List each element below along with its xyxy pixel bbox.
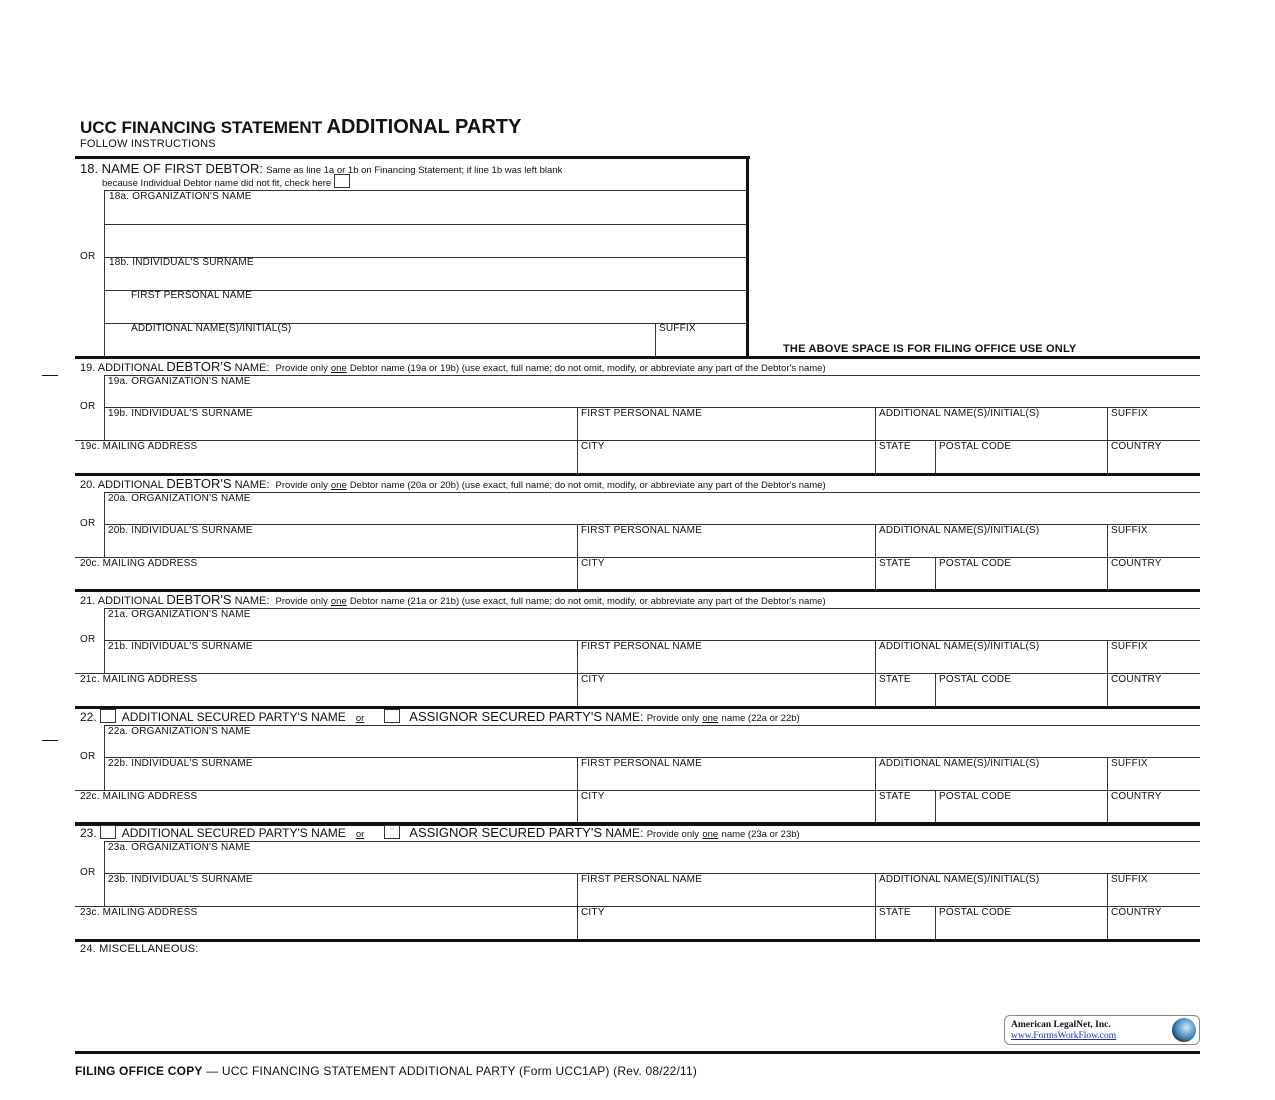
s21-or: OR [80, 634, 96, 645]
s23-city-label: CITY [581, 907, 605, 918]
filing-office-note: THE ABOVE SPACE IS FOR FILING OFFICE USE ONLY [783, 343, 1077, 355]
additional-secured-party-checkbox[interactable] [100, 709, 116, 723]
t: NAME: [605, 826, 644, 840]
logo-name: American LegalNet, Inc. [1011, 1020, 1111, 1030]
s20-org-label: 20a. ORGANIZATION'S NAME [108, 493, 251, 504]
s21-first-name-field[interactable] [579, 652, 873, 672]
s24-misc-field[interactable] [80, 958, 980, 1008]
s22-first-name-field[interactable] [579, 769, 873, 789]
t: DEBTOR'S [166, 359, 232, 374]
t: one [702, 829, 719, 840]
footer-bold: FILING OFFICE COPY [75, 1064, 203, 1078]
s22-heading [80, 709, 800, 724]
t: one [330, 480, 347, 491]
s19-first-label: FIRST PERSONAL NAME [581, 408, 703, 419]
s23-state-label: STATE [879, 907, 911, 918]
s19-country-label: COUNTRY [1111, 441, 1162, 452]
s20-additional-label: ADDITIONAL NAME(S)/INITIAL(S) [879, 525, 1040, 536]
t: NAME: [234, 362, 270, 374]
t: or [355, 829, 365, 840]
s21-postal-label: POSTAL CODE [939, 674, 1012, 685]
s21-additional-field[interactable] [877, 652, 1105, 672]
s21-city-label: CITY [581, 674, 605, 685]
s20-or: OR [80, 518, 96, 529]
s21-country-label: COUNTRY [1111, 674, 1162, 685]
num: 19. [80, 362, 96, 374]
s21-mailing-address-field[interactable] [77, 685, 575, 705]
s21-suffix-field[interactable] [1109, 652, 1199, 672]
follow-instructions: FOLLOW INSTRUCTIONS [80, 138, 216, 150]
s19-suffix-label: SUFFIX [1111, 408, 1148, 419]
t: Provide only [646, 829, 699, 840]
t: one [330, 363, 347, 374]
s20-org-name-field[interactable] [105, 504, 1198, 523]
t: NAME: [605, 710, 644, 724]
s19-additional-label: ADDITIONAL NAME(S)/INITIAL(S) [879, 408, 1040, 419]
s23-first-name-field[interactable] [579, 885, 873, 905]
s19-surname-label: 19b. INDIVIDUAL'S SURNAME [108, 408, 253, 419]
s20-additional-field[interactable] [877, 536, 1105, 556]
s19-city-label: CITY [581, 441, 605, 452]
t: Provide only [275, 480, 328, 491]
title-part2: ADDITIONAL PARTY [326, 116, 522, 138]
s19-org-label: 19a. ORGANIZATION'S NAME [108, 376, 251, 387]
t: ADDITIONAL [97, 479, 164, 491]
american-legalnet-logo [1004, 1015, 1200, 1045]
t: NAME: [234, 595, 270, 607]
t: Provide only [275, 596, 328, 607]
s18-first-label: FIRST PERSONAL NAME [131, 290, 253, 301]
s23-first-label: FIRST PERSONAL NAME [581, 874, 703, 885]
num: 20. [80, 479, 96, 491]
s23-or: OR [80, 867, 96, 878]
s22-additional-field[interactable] [877, 769, 1105, 789]
s20-surname-label: 20b. INDIVIDUAL'S SURNAME [108, 525, 253, 536]
t: ASSIGNOR SECURED PARTY'S [409, 709, 602, 724]
s22-postal-code-field[interactable] [937, 802, 1105, 822]
s18-desc1: Same as line 1a or 1b on Financing Statement; if line 1b was left blank [266, 165, 563, 176]
t: Provide only [275, 363, 328, 374]
s21-state-field[interactable] [877, 685, 933, 705]
t: ADDITIONAL [97, 595, 164, 607]
s19-heading [80, 359, 826, 374]
s22-city-label: CITY [581, 791, 605, 802]
s22-org-name-field[interactable] [105, 737, 1198, 756]
s24-misc-label: 24. MISCELLANEOUS: [80, 943, 199, 955]
t: ADDITIONAL SECURED PARTY'S NAME [121, 710, 346, 724]
t: ADDITIONAL [97, 362, 164, 374]
s22-surname-field[interactable] [105, 769, 575, 789]
s22-first-label: FIRST PERSONAL NAME [581, 758, 703, 769]
form-title [80, 116, 521, 139]
s21-org-label: 21a. ORGANIZATION'S NAME [108, 609, 251, 620]
s23-postal-label: POSTAL CODE [939, 907, 1012, 918]
s23-city-field[interactable] [579, 918, 873, 938]
s19-postal-code-field[interactable] [937, 452, 1105, 472]
s21-surname-field[interactable] [105, 652, 575, 672]
s23-additional-field[interactable] [877, 885, 1105, 905]
s23-surname-label: 23b. INDIVIDUAL'S SURNAME [108, 874, 253, 885]
s23-suffix-field[interactable] [1109, 885, 1199, 905]
s23-mailing-address-field[interactable] [77, 918, 575, 938]
s20-city-field[interactable] [579, 569, 873, 589]
s20-first-name-field[interactable] [579, 536, 873, 556]
t: ADDITIONAL SECURED PARTY'S NAME [121, 826, 346, 840]
s21-additional-label: ADDITIONAL NAME(S)/INITIAL(S) [879, 641, 1040, 652]
footer-rest: — UCC FINANCING STATEMENT ADDITIONAL PARTY (Form UCC1AP) (Rev. 08/22/11) [202, 1064, 698, 1078]
s20-heading [80, 476, 826, 491]
s22-country-field[interactable] [1109, 802, 1199, 822]
s18-heading-text: 18. NAME OF FIRST DEBTOR: [80, 161, 263, 176]
t: Debtor name (19a or 19b) (use exact, full name; do not omit, modify, or abbreviate any part of the Debtor's name) [349, 363, 826, 374]
t: Debtor name (21a or 21b) (use exact, full name; do not omit, modify, or abbreviate any part of the Debtor's name) [349, 596, 826, 607]
s20-mailing-address-field[interactable] [77, 569, 575, 589]
s18-first-name-field[interactable] [105, 301, 745, 322]
t: DEBTOR'S [166, 592, 232, 607]
s20-country-field[interactable] [1109, 569, 1199, 589]
t: one [702, 713, 719, 724]
s19-additional-field[interactable] [877, 419, 1105, 439]
s23-org-name-field[interactable] [105, 853, 1198, 872]
s18-suffix-label: SUFFIX [659, 323, 696, 334]
t: Provide only [646, 713, 699, 724]
s22-mailing-address-field[interactable] [77, 802, 575, 822]
s18b-label: 18b. INDIVIDUAL'S SURNAME [109, 257, 254, 268]
t: or [355, 713, 365, 724]
assignor-secured-party-checkbox[interactable] [384, 825, 400, 839]
s21-country-field[interactable] [1109, 685, 1199, 705]
s23-surname-field[interactable] [105, 885, 575, 905]
s19-or: OR [80, 401, 96, 412]
s23-mail-label: 23c. MAILING ADDRESS [80, 907, 198, 918]
s19-postal-label: POSTAL CODE [939, 441, 1012, 452]
s22-mail-label: 22c. MAILING ADDRESS [80, 791, 198, 802]
t: name (22a or 22b) [721, 713, 800, 724]
globe-icon [1172, 1018, 1196, 1042]
s20-state-label: STATE [879, 558, 911, 569]
s23-additional-label: ADDITIONAL NAME(S)/INITIAL(S) [879, 874, 1040, 885]
s18-checkbox[interactable] [334, 174, 350, 188]
s19-state-label: STATE [879, 441, 911, 452]
s19-country-field[interactable] [1109, 452, 1199, 472]
s23-org-label: 23a. ORGANIZATION'S NAME [108, 842, 251, 853]
num: 21. [80, 595, 96, 607]
t: Debtor name (20a or 20b) (use exact, full name; do not omit, modify, or abbreviate any part of the Debtor's name) [349, 480, 826, 491]
s18-additional-label: ADDITIONAL NAME(S)/INITIAL(S) [131, 323, 292, 334]
t: DEBTOR'S [166, 476, 232, 491]
s20-surname-field[interactable] [105, 536, 575, 556]
footer [75, 1064, 697, 1078]
s18-additional-field[interactable] [105, 334, 653, 355]
s21-heading [80, 592, 826, 607]
t: ASSIGNOR SECURED PARTY'S [409, 825, 602, 840]
s18-desc2: because Individual Debtor name did not fit, check here [102, 178, 332, 189]
s19-first-name-field[interactable] [579, 419, 873, 439]
s22-suffix-field[interactable] [1109, 769, 1199, 789]
s20-country-label: COUNTRY [1111, 558, 1162, 569]
s22-state-field[interactable] [877, 802, 933, 822]
s20-city-label: CITY [581, 558, 605, 569]
s23-suffix-label: SUFFIX [1111, 874, 1148, 885]
s21-postal-code-field[interactable] [937, 685, 1105, 705]
title-part1: UCC FINANCING STATEMENT [80, 118, 323, 137]
s18a-label: 18a. ORGANIZATION'S NAME [109, 191, 252, 202]
num: 22. [80, 710, 97, 724]
s22-or: OR [80, 751, 96, 762]
s21-city-field[interactable] [579, 685, 873, 705]
s22-state-label: STATE [879, 791, 911, 802]
logo-url-link[interactable]: www.FormsWorkFlow.com [1011, 1031, 1117, 1041]
margin-mark [42, 375, 58, 376]
s19-city-field[interactable] [579, 452, 873, 472]
assignor-secured-party-checkbox[interactable] [384, 709, 400, 723]
s21-surname-label: 21b. INDIVIDUAL'S SURNAME [108, 641, 253, 652]
s20-first-label: FIRST PERSONAL NAME [581, 525, 703, 536]
s22-suffix-label: SUFFIX [1111, 758, 1148, 769]
s22-country-label: COUNTRY [1111, 791, 1162, 802]
s22-surname-label: 22b. INDIVIDUAL'S SURNAME [108, 758, 253, 769]
s22-org-label: 22a. ORGANIZATION'S NAME [108, 726, 251, 737]
s22-postal-label: POSTAL CODE [939, 791, 1012, 802]
s19-org-name-field[interactable] [105, 387, 1198, 406]
s23-state-field[interactable] [877, 918, 933, 938]
s21-state-label: STATE [879, 674, 911, 685]
num: 23. [80, 826, 97, 840]
s23-postal-code-field[interactable] [937, 918, 1105, 938]
s20-suffix-field[interactable] [1109, 536, 1199, 556]
s19-mailing-address-field[interactable] [77, 452, 575, 472]
s20-postal-label: POSTAL CODE [939, 558, 1012, 569]
s19-state-field[interactable] [877, 452, 933, 472]
s20-suffix-label: SUFFIX [1111, 525, 1148, 536]
s19-suffix-field[interactable] [1109, 419, 1199, 439]
s23-country-field[interactable] [1109, 918, 1199, 938]
s21-org-name-field[interactable] [105, 620, 1198, 639]
s21-suffix-label: SUFFIX [1111, 641, 1148, 652]
s22-additional-label: ADDITIONAL NAME(S)/INITIAL(S) [879, 758, 1040, 769]
s20-mail-label: 20c. MAILING ADDRESS [80, 558, 198, 569]
margin-mark [42, 740, 58, 741]
s23-heading [80, 825, 800, 840]
s18-suffix-field[interactable] [657, 334, 745, 355]
s18-desc2-row [102, 174, 356, 189]
s22-city-field[interactable] [579, 802, 873, 822]
s19-mail-label: 19c. MAILING ADDRESS [80, 441, 198, 452]
s21-mail-label: 21c. MAILING ADDRESS [80, 674, 198, 685]
additional-secured-party-checkbox[interactable] [100, 825, 116, 839]
s18-or: OR [80, 251, 96, 262]
s18b-surname-field[interactable] [105, 268, 745, 289]
t: NAME: [234, 479, 270, 491]
s19-surname-field[interactable] [105, 419, 575, 439]
s20-postal-code-field[interactable] [937, 569, 1105, 589]
s21-first-label: FIRST PERSONAL NAME [581, 641, 703, 652]
t: one [330, 596, 347, 607]
s23-country-label: COUNTRY [1111, 907, 1162, 918]
t: name (23a or 23b) [721, 829, 800, 840]
s18a-org-name-field[interactable] [105, 202, 745, 256]
s20-state-field[interactable] [877, 569, 933, 589]
